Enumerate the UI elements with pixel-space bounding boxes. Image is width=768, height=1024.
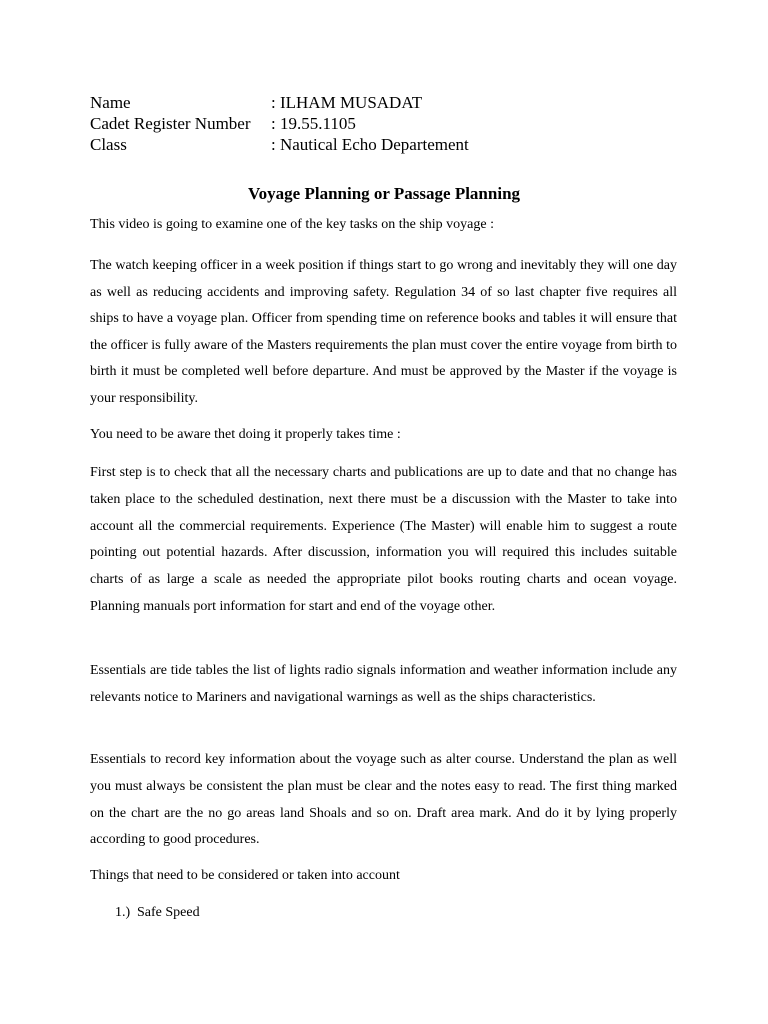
name-value: : ILHAM MUSADAT — [271, 93, 423, 112]
paragraph-watchkeeping: The watch keeping officer in a week position if things start to go wrong and inevitably they will one day as well as reducing accidents and improving safety. Regulation 34 of so last chapter five requires all ships to have a voyage plan. Officer from spending time on reference books and tables it will ensure that the officer is fully aware of the Masters requirements the plan must cover the entire voyage from birth to birth it must be completed well before departure. And must be approved by the Master if the voyage is your responsibility. — [90, 258, 677, 406]
document-title: Voyage Planning or Passage Planning — [247, 184, 521, 203]
cadet-register-row — [90, 113, 469, 134]
paragraph-intro: This video is going to examine one of the key tasks on the ship voyage : — [90, 217, 494, 232]
student-info — [90, 92, 469, 155]
class-row — [90, 134, 469, 155]
name-row — [90, 92, 469, 113]
class-label: Class — [90, 135, 127, 154]
name-label: Name — [90, 93, 131, 112]
list-item-text: Safe Speed — [137, 905, 200, 920]
list-item — [115, 903, 200, 923]
paragraph-first-step: First step is to check that all the necessary charts and publications are up to date and that no change has taken place to the scheduled destination, next there must be a discussion with the Master to take into account all the commercial requirements. Experience (The Master) will enable him to suggest a route pointing out potential hazards. After discussion, information you will required this includes suitable charts of as large a scale as needed the appropriate pilot books routing charts and ocean voyage. Planning manuals port information for start and end of the voyage other. — [90, 465, 677, 614]
paragraph-aware: You need to be aware thet doing it properly takes time : — [90, 427, 401, 442]
paragraph-things-to-consider: Things that need to be considered or taken into account — [90, 868, 400, 883]
cadet-register-label: Cadet Register Number — [90, 114, 251, 133]
class-value: : Nautical Echo Departement — [271, 135, 469, 154]
cadet-register-value: : 19.55.1105 — [271, 114, 356, 133]
paragraph-essentials-record: Essentials to record key information about the voyage such as alter course. Understand the plan as well you must always be consistent the plan must be clear and the notes easy to read. The first thing marked on the chart are the no go areas land Shoals and so on. Draft area mark. And do it by lying properly according to good procedures. — [90, 752, 677, 848]
paragraph-essentials-tables: Essentials are tide tables the list of lights radio signals information and weather information include any relevants notice to Mariners and navigational warnings as well as the ships characteristics. — [90, 663, 677, 705]
list-item-marker: 1.) — [115, 905, 131, 920]
